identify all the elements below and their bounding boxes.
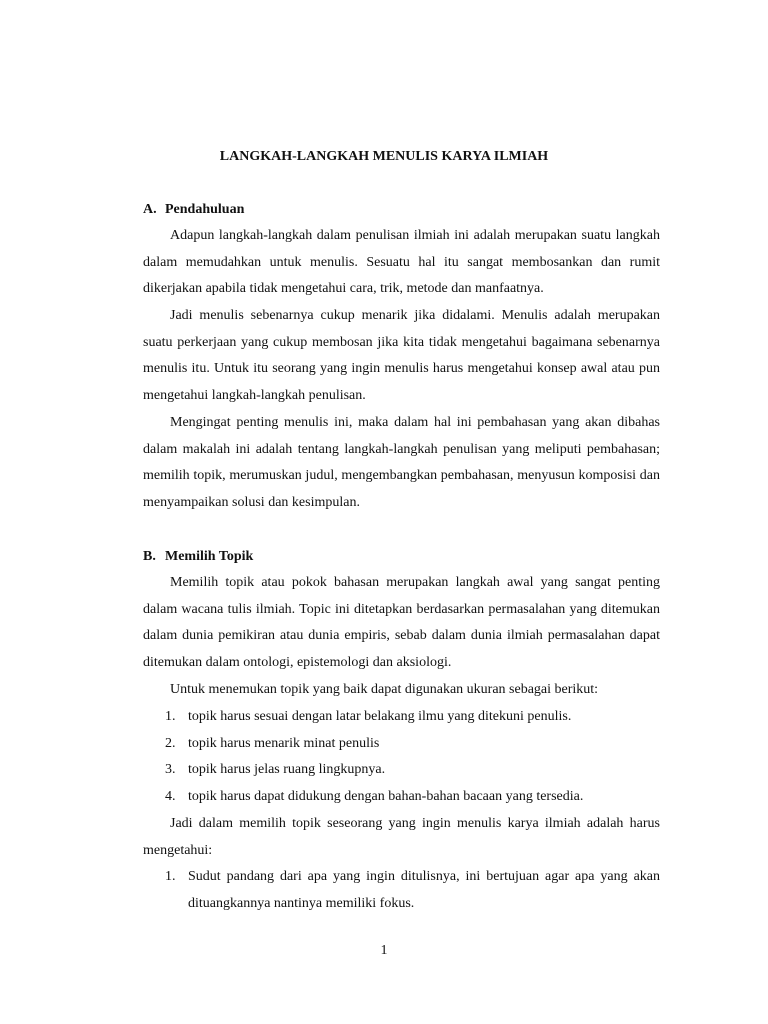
list-number: 1. — [165, 869, 176, 884]
list-number: 1. — [165, 709, 176, 724]
section-title: Pendahuluan — [165, 202, 245, 217]
paragraph: Memilih topik atau pokok bahasan merupakan langkah awal yang sangat penting dalam wacana tulis ilmiah. Topic ini ditetapkan berdasarkan permasalahan yang ditemukan dalam dunia pemikiran atau dunia empiris, sebab dalam dunia ilmiah permasalahan dapat ditemukan dalam ontologi, epistemologi dan aksiologi. — [143, 575, 660, 670]
list-number: 2. — [165, 735, 176, 751]
list-text: topik harus dapat didukung dengan bahan-bahan bacaan yang tersedia. — [188, 788, 584, 804]
paragraph: Jadi dalam memilih topik seseorang yang ingin menulis karya ilmiah adalah harus mengetahui: — [143, 816, 660, 858]
section-title: Memilih Topik — [165, 549, 254, 564]
list-number: 3. — [165, 762, 176, 778]
paragraph: Untuk menemukan topik yang baik dapat digunakan ukuran sebagai berikut: — [170, 682, 599, 697]
list-item — [143, 864, 660, 917]
section-marker: A. — [143, 202, 157, 217]
list-number: 4. — [165, 788, 176, 804]
list-text: Sudut pandang dari apa yang ingin ditulisnya, ini bertujuan agar apa yang akan dituangkannya nantinya memiliki fokus. — [188, 869, 660, 911]
paragraph: Jadi menulis sebenarnya cukup menarik jika didalami. Menulis adalah merupakan suatu perkerjaan yang cukup membosan jika kita tidak mengetahui bagaimana sebenarnya menulis itu. Untuk itu seorang yang ingin menulis harus mengetahui konsep awal atau pun mengetahui langkah-langkah penulisan. — [143, 308, 660, 403]
list-item — [143, 757, 660, 784]
list-text: topik harus menarik minat penulis — [188, 735, 380, 751]
list-text: topik harus sesuai dengan latar belakang ilmu yang ditekuni penulis. — [188, 709, 572, 724]
page-title: LANGKAH-LANGKAH MENULIS KARYA ILMIAH — [219, 149, 549, 164]
page-number: 1 — [380, 943, 388, 958]
list-item — [143, 704, 660, 731]
topic-criteria-list — [143, 704, 660, 810]
section-heading-b — [143, 547, 253, 567]
section-marker: B. — [143, 549, 156, 564]
paragraph: Adapun langkah-langkah dalam penulisan ilmiah ini adalah merupakan suatu langkah dalam memudahkan untuk menulis. Sesuatu hal itu sangat membosankan dan rumit dikerjakan apabila tidak mengetahui cara, trik, metode dan manfaatnya. — [143, 228, 660, 297]
section-heading-a — [143, 200, 244, 220]
list-text: topik harus jelas ruang lingkupnya. — [188, 762, 386, 778]
list-item — [143, 784, 660, 811]
list-item — [143, 731, 660, 758]
requirements-list — [143, 864, 660, 917]
paragraph: Mengingat penting menulis ini, maka dalam hal ini pembahasan yang akan dibahas dalam makalah ini adalah tentang langkah-langkah penulisan yang meliputi pembahasan; memilih topik, merumuskan judul, mengembangkan pembahasan, menyusun komposisi dan menyampaikan solusi dan kesimpulan. — [143, 415, 660, 510]
